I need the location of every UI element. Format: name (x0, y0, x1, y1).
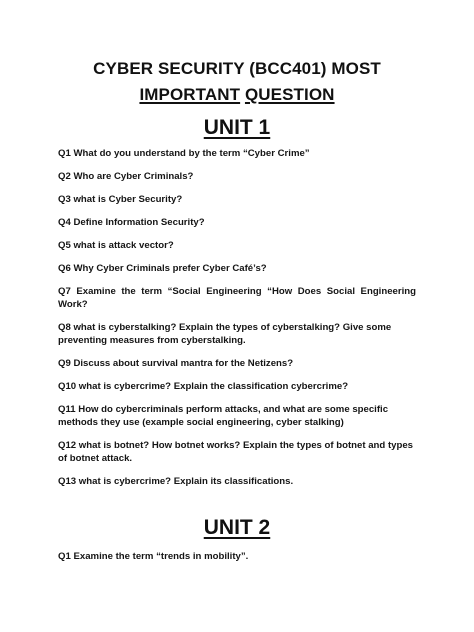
document-title-text: CYBER SECURITY (BCC401) MOST (93, 59, 381, 78)
unit-1-question-13: Q13 what is cybercrime? Explain its classifications. (58, 476, 294, 487)
unit-1-question-4: Q4 Define Information Security? (58, 217, 205, 228)
unit-1-question-9: Q9 Discuss about survival mantra for the Netizens? (58, 358, 294, 369)
unit-1-heading: UNIT 1 (203, 116, 271, 139)
unit-1-question-7: Q7 Examine the term “Social Engineering “How Does Social Engineering Work? (58, 286, 416, 310)
unit-2-heading: UNIT 2 (203, 516, 271, 539)
document-title-question: QUESTION (244, 85, 335, 104)
unit-1-question-1: Q1 What do you understand by the term “Cyber Crime” (58, 148, 310, 159)
unit-1-question-3: Q3 what is Cyber Security? (58, 194, 183, 205)
document-title-line-1 (0, 57, 474, 81)
unit-1-question-12: Q12 what is botnet? How botnet works? Explain the types of botnet and types of botnet attack. (58, 440, 414, 464)
unit-2-question-1: Q1 Examine the term “trends in mobility”. (58, 551, 249, 562)
unit-1-question-2: Q2 Who are Cyber Criminals? (58, 171, 194, 182)
document-title-important: IMPORTANT (139, 85, 241, 104)
document-title-line-2 (0, 83, 474, 107)
unit-1-question-8: Q8 what is cyberstalking? Explain the types of cyberstalking? Give some preventing measures from cyberstalking. (58, 322, 392, 346)
unit-1-question-10: Q10 what is cybercrime? Explain the classification cybercrime? (58, 381, 349, 392)
unit-1-question-11: Q11 How do cybercriminals perform attacks, and what are some specific methods they use (example social engineering, cyber stalking) (58, 404, 389, 428)
unit-1-question-5: Q5 what is attack vector? (58, 240, 174, 251)
unit-1-question-6: Q6 Why Cyber Criminals prefer Cyber Café’s? (58, 263, 267, 274)
